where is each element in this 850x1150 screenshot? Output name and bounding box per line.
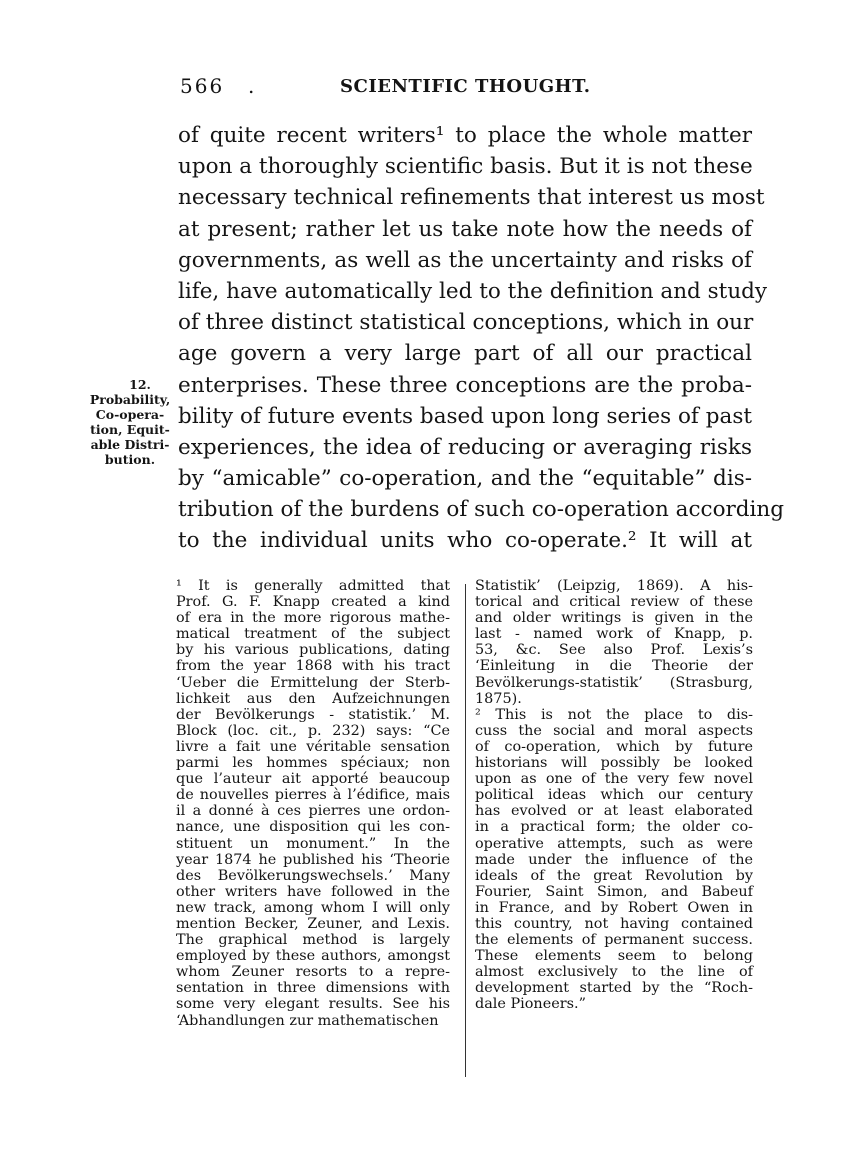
footnote-line: operative attempts, such as were [475,835,753,852]
body-line: at present; rather let us take note how the needs of [178,216,752,242]
body-line: to the individual units who co-operate.² It will at [178,528,752,554]
body-line: age govern a very large part of all our practical [178,341,752,367]
footnote-line: livre a fait une véritable sensation [176,738,450,755]
footnote-line: development started by the “Roch- [475,980,753,997]
body-line: by “amicable” co-operation, and the “equitable” dis- [178,466,752,492]
footnote-line: ‘Einleitung in die Theorie der [475,658,753,675]
footnote-line: last - named work of Knapp, p. [475,626,753,643]
footnote-line: 1875). [475,690,522,707]
margin-note-line: Probability, [89,392,171,407]
body-line: of quite recent writers¹ to place the whole matter [178,123,752,148]
footnotes-left-column [176,578,450,1029]
footnote-line: 53, &c. See also Prof. Lexis’s [475,642,753,659]
margin-note-line: Co-opera- [95,407,165,422]
footnote-line: this country, not having contained [475,915,753,932]
footnote-line: ‘Abhandlungen zur mathematischen [176,1012,439,1029]
main-text [178,120,785,557]
footnote-line: employed by these authors, amongst [176,948,450,965]
running-title: SCIENTIFIC THOUGHT. [340,76,591,97]
footnotes-right-column [475,578,753,1013]
footnote-line: il a donné à ces pierres une ordon- [176,803,450,820]
footnote-line: der Bevölkerungs - statistik.’ M. [176,706,450,723]
footnote-line: parmi les hommes spéciaux; non [176,755,450,772]
footnote-line: matical treatment of the subject [176,626,450,643]
footnote-line: upon as one of the very few novel [475,771,753,788]
footnote-line: has evolved or at least elaborated [475,803,753,820]
footnote-line: Block (loc. cit., p. 232) says: “Ce [176,722,450,739]
footnote-line: other writers have followed in the [176,883,450,900]
footnote-line: new track, among whom I will only [176,899,450,916]
footnote-line: in France, and by Robert Owen in [475,899,753,916]
footnote-line: These elements seem to belong [475,948,753,965]
footnote-line: de nouvelles pierres à l’édifice, mais [176,787,450,804]
footnote-line: ¹ It is generally admitted that [176,578,450,594]
footnote-line: des Bevölkerungswechsels.’ Many [176,867,450,884]
footnote-line: of co-operation, which by future [475,738,753,755]
body-line: of three distinct statistical conceptions, which in our [178,310,754,336]
footnote-line: sentation in three dimensions with [176,980,450,997]
footnote-line: and older writings is given in the [475,610,753,627]
body-line: tribution of the burdens of such co-operation according [178,497,785,523]
body-line: governments, as well as the uncertainty and risks of [178,247,752,273]
footnote-line: The graphical method is largely [176,932,450,949]
footnote-line: Prof. G. F. Knapp created a kind [176,594,450,611]
footnote-line: nance, une disposition qui les con- [176,819,450,836]
body-line: experiences, the idea of reducing or averaging risks [178,434,752,460]
footnote-line: que l’auteur ait apporté beaucoup [176,771,450,788]
footnote-line: almost exclusively to the line of [475,964,753,981]
body-line: bility of future events based upon long series of past [178,403,752,429]
footnote-line: mention Becker, Zeuner, and Lexis. [176,915,450,932]
body-line: necessary technical refinements that interest us most [178,185,765,211]
footnote-line: historians will possibly be looked [475,755,753,772]
footnote-line: Statistik’ (Leipzig, 1869). A his- [475,578,753,594]
footnote-line: by his various publications, dating [176,642,450,659]
footnote-line: of era in the more rigorous mathe- [176,610,450,627]
body-line: enterprises. These three conceptions are the proba- [178,372,752,398]
footnote-line: the elements of permanent success. [475,932,753,949]
footnote-line: whom Zeuner resorts to a repre- [176,964,450,981]
footnote-line: some very elegant results. See his [176,996,450,1013]
footnote-line: stituent un monument.” In the [176,835,450,852]
margin-note [78,377,182,467]
footnote-line: year 1874 he published his ‘Theorie [176,851,450,868]
footnote-line: made under the influence of the [475,851,753,868]
footnote-line: Bevölkerungs-statistik’ (Strasburg, [475,674,753,691]
footnote-line: ² This is not the place to dis- [475,706,753,723]
footnote-line: in a practical form; the older co- [475,819,753,836]
body-line: life, have automatically led to the definition and study [178,278,768,304]
footnote-line: torical and critical review of these [475,594,753,611]
footnote-line: Fourier, Saint Simon, and Babeuf [475,883,753,900]
margin-note-line: tion, Equit- [90,422,170,437]
margin-note-line: bution. [104,452,156,467]
footnote-line: political ideas which our century [475,787,753,804]
footnote-line: ideals of the great Revolution by [475,867,753,884]
footnote-line: ‘Ueber die Ermittelung der Sterb- [176,674,450,691]
margin-note-line: able Distri- [90,437,170,452]
header-separator: . [248,74,255,98]
footnote-line: cuss the social and moral aspects [475,722,753,739]
footnote-line: from the year 1868 with his tract [176,658,450,675]
body-line: upon a thoroughly scientific basis. But it is not these [178,154,753,180]
footnote-line: lichkeit aus den Aufzeichnungen [176,690,450,707]
page-header [180,74,752,100]
column-divider [465,584,466,1077]
footnote-line: dale Pioneers.” [475,996,586,1013]
margin-note-number: 12. [129,377,151,392]
page-number: 566 [180,74,225,98]
